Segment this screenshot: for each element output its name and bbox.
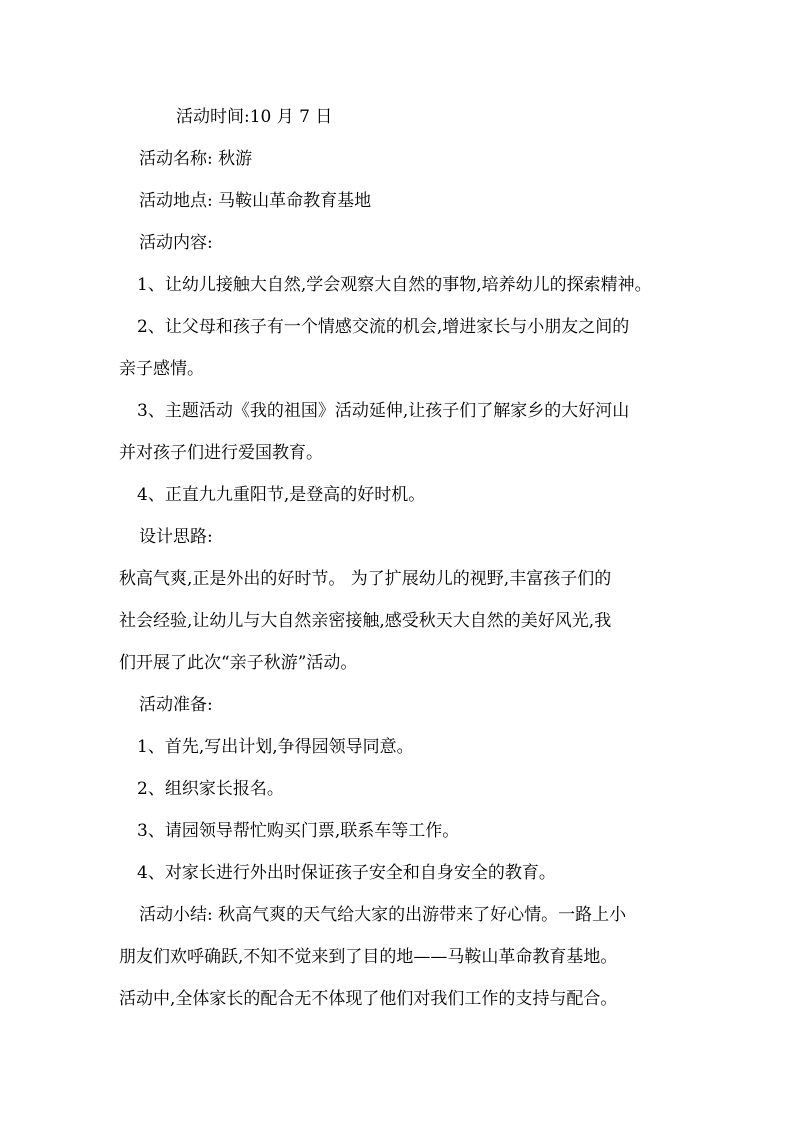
prep-item: 4、对家长进行外出时保证孩子安全和自身安全的教育。 [137,863,556,883]
content-item-continuation: 亲子感情。 [119,359,204,379]
content-item: 2、让父母和孩子有一个情感交流的机会,增进家长与小朋友之间的 [137,317,630,337]
content-item: 3、主题活动《我的祖国》活动延伸,让孩子们了解家乡的大好河山 [137,401,630,421]
summary-paragraph-line: 活动中,全体家长的配合无不体现了他们对我们工作的支持与配合。 [119,989,618,1009]
design-paragraph-line: 社会经验,让幼儿与大自然亲密接触,感受秋天大自然的美好风光,我 [119,611,612,631]
prep-item: 3、请园领导帮忙购买门票,联系车等工作。 [137,821,460,841]
design-heading: 设计思路: [139,527,213,547]
content-item: 1、让幼儿接触大自然,学会观察大自然的事物,培养幼儿的探索精神。 [137,275,652,295]
design-paragraph-line: 们开展了此次“亲子秋游”活动。 [119,653,358,673]
content-item-continuation: 并对孩子们进行爱国教育。 [119,443,323,463]
activity-place-line: 活动地点: 马鞍山革命教育基地 [139,191,372,211]
design-paragraph-line: 秋高气爽,正是外出的好时节。 为了扩展幼儿的视野,丰富孩子们的 [119,569,612,589]
activity-name-line: 活动名称: 秋游 [139,149,253,169]
prep-heading: 活动准备: [139,695,213,715]
prep-item: 1、首先,写出计划,争得园领导同意。 [137,737,414,757]
summary-paragraph-line: 活动小结: 秋高气爽的天气给大家的出游带来了好心情。一路上小 [139,905,627,925]
activity-content-heading: 活动内容: [139,233,213,253]
content-item: 4、正直九九重阳节,是登高的好时机。 [137,485,426,505]
activity-time-line: 活动时间:10 月 7 日 [176,107,333,127]
summary-paragraph-line: 朋友们欢呼确跃,不知不觉来到了目的地——马鞍山革命教育基地。 [119,947,618,967]
prep-item: 2、组织家长报名。 [137,779,284,799]
